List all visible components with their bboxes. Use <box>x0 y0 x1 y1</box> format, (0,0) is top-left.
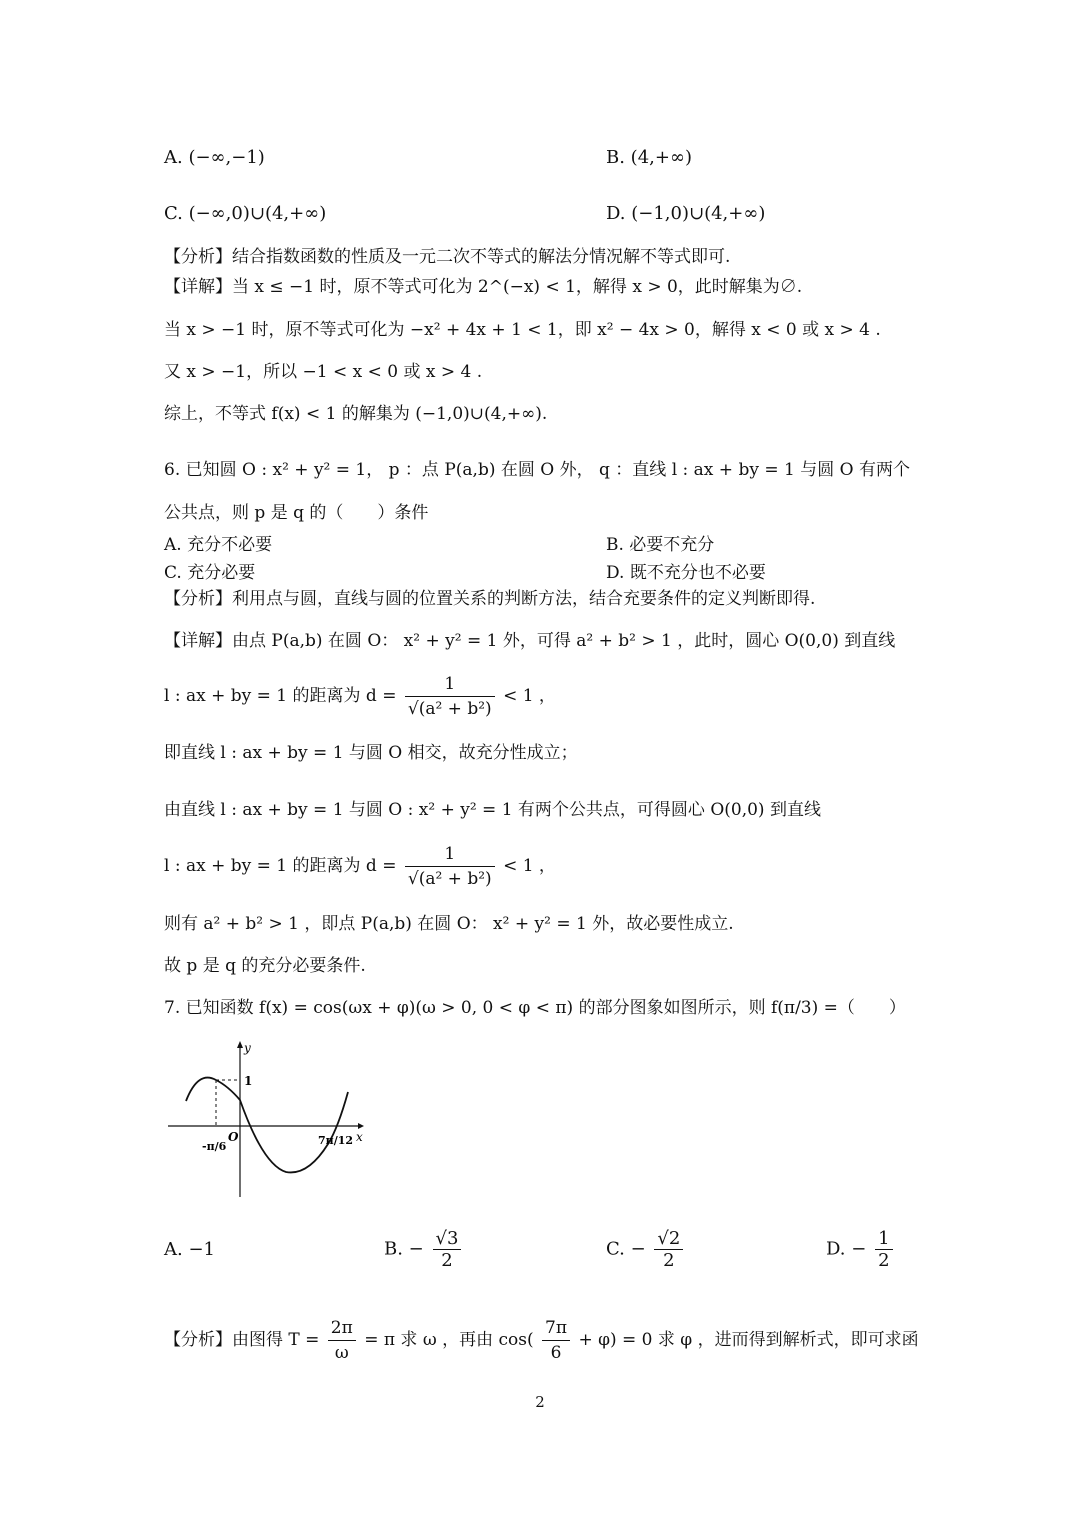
origin-label: O <box>228 1130 239 1144</box>
q7-option-b-frac <box>433 1228 462 1271</box>
q6-option-b: B. 必要不充分 <box>606 535 715 555</box>
q6-option-d: D. 既不充分也不必要 <box>606 563 766 583</box>
frac-den: 2 <box>441 1250 453 1271</box>
q6-option-a: A. 充分不必要 <box>164 535 273 555</box>
q6-detail-2-text: l : ax + by = 1 的距离为 d = <box>164 686 397 706</box>
x-axis-arrow <box>358 1123 364 1129</box>
q7-analysis-text-1: 【分析】由图得 T = <box>164 1330 320 1350</box>
q7-option-b-label: B. − <box>384 1238 424 1260</box>
q6-detail-2-end: < 1 ， <box>503 686 556 706</box>
fraction-denominator: √(a² + b²) <box>407 869 492 889</box>
frac-den: ω <box>334 1343 349 1363</box>
q5-option-c: C. (−∞,0)∪(4,+∞) <box>164 203 327 224</box>
fraction-numerator: 1 <box>405 672 495 697</box>
q7-option-d-label: D. − <box>826 1238 867 1260</box>
y-label: y <box>244 1041 251 1055</box>
q7-analysis <box>164 1316 919 1365</box>
q6-detail-1: 【详解】由点 P(a,b) 在圆 O： x² + y² = 1 外，可得 a² + b² > 1 ，此时，圆心 O(0,0) 到直线 <box>164 631 896 651</box>
frac-num: 1 <box>875 1228 892 1250</box>
fraction-numerator: 1 <box>405 842 495 867</box>
frac-den: 2 <box>878 1250 890 1271</box>
q6-detail-4: 由直线 l : ax + by = 1 与圆 O : x² + y² = 1 有两个公共点，可得圆心 O(0,0) 到直线 <box>164 800 821 820</box>
frac-num: 7π <box>542 1316 570 1341</box>
q5-option-d: D. (−1,0)∪(4,+∞) <box>606 203 766 224</box>
q5-analysis: 【分析】结合指数函数的性质及一元二次不等式的解法分情况解不等式即可. <box>164 247 731 267</box>
q5-option-a: A. (−∞,−1) <box>164 147 265 168</box>
q7-analysis-text-3: + φ) = 0 求 φ ，进而得到解析式，即可求函 <box>578 1330 919 1350</box>
q6-stem-2: 公共点，则 p 是 q 的（ ）条件 <box>164 503 429 523</box>
q7-stem: 7. 已知函数 f(x) = cos(ωx + φ)(ω > 0, 0 < φ < π) 的部分图象如图所示，则 f(π/3) =（ ） <box>164 998 906 1018</box>
frac-den: 2 <box>663 1250 675 1271</box>
q7-option-a: A. −1 <box>164 1239 215 1260</box>
q6-detail-2 <box>164 672 556 721</box>
cosine-curve <box>186 1078 348 1173</box>
frac-num: √2 <box>654 1228 683 1250</box>
q6-stem-1: 6. 已知圆 O : x² + y² = 1， p ：点 P(a,b) 在圆 O 外， q ：直线 l : ax + by = 1 与圆 O 有两个 <box>164 460 910 480</box>
fraction-denominator: √(a² + b²) <box>407 699 492 719</box>
one-label: 1 <box>244 1074 253 1088</box>
q7-option-c-frac <box>654 1228 683 1271</box>
period-fraction <box>328 1316 356 1365</box>
q5-detail-3: 又 x > −1，所以 −1 < x < 0 或 x > 4 . <box>164 362 483 382</box>
seven-pi-12-label: 7π/12 <box>318 1134 354 1147</box>
q6-detail-5-end: < 1 ， <box>503 856 556 876</box>
q6-detail-6: 则有 a² + b² > 1 ，即点 P(a,b) 在圆 O： x² + y² = 1 外，故必要性成立. <box>164 914 734 934</box>
y-axis-arrow <box>237 1041 243 1048</box>
q5-detail-1: 【详解】当 x ≤ −1 时，原不等式可化为 2^(−x) < 1，解得 x > 0，此时解集为∅. <box>164 277 803 297</box>
q7-option-c-label: C. − <box>606 1238 646 1260</box>
q5-option-b: B. (4,+∞) <box>606 147 692 168</box>
neg-pi-6-label: -π/6 <box>202 1140 227 1153</box>
page-number: 2 <box>535 1393 545 1411</box>
distance-fraction-2 <box>405 842 495 891</box>
q5-detail-2: 当 x > −1 时，原不等式可化为 −x² + 4x + 1 < 1，即 x² − 4x > 0，解得 x < 0 或 x > 4 . <box>164 320 881 340</box>
cosine-graph <box>168 1040 368 1200</box>
q7-analysis-text-2: = π 求 ω ，再由 cos( <box>364 1330 534 1350</box>
x-label: x <box>356 1130 363 1144</box>
frac-num: 2π <box>328 1316 356 1341</box>
frac-den: 6 <box>550 1343 562 1363</box>
q5-detail-4: 综上，不等式 f(x) < 1 的解集为 (−1,0)∪(4,+∞). <box>164 404 548 424</box>
q7-option-c <box>606 1228 686 1271</box>
q6-detail-3: 即直线 l : ax + by = 1 与圆 O 相交，故充分性成立； <box>164 743 578 763</box>
q7-option-d <box>826 1228 896 1271</box>
q7-option-b <box>384 1228 464 1271</box>
cos-fraction <box>542 1316 570 1365</box>
q6-detail-5 <box>164 842 556 891</box>
q7-option-d-frac <box>875 1228 892 1271</box>
q6-option-c: C. 充分必要 <box>164 563 256 583</box>
distance-fraction <box>405 672 495 721</box>
q6-detail-5-text: l : ax + by = 1 的距离为 d = <box>164 856 397 876</box>
frac-num: √3 <box>433 1228 462 1250</box>
q6-detail-7: 故 p 是 q 的充分必要条件. <box>164 956 366 976</box>
q6-analysis: 【分析】利用点与圆，直线与圆的位置关系的判断方法，结合充要条件的定义判断即得. <box>164 589 816 609</box>
